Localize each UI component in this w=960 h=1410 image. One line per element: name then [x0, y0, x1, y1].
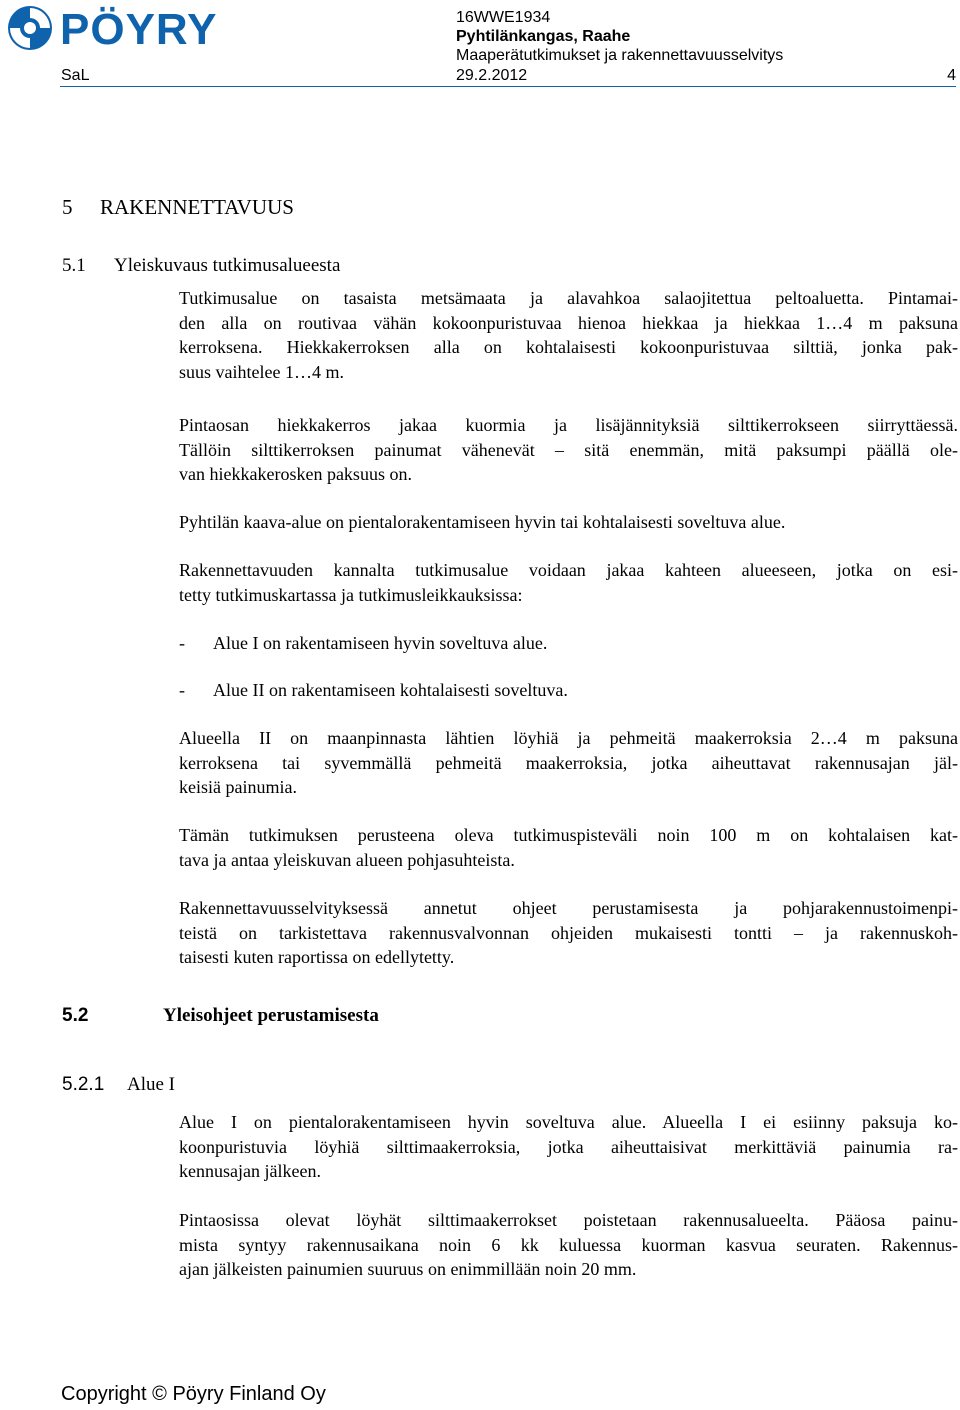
poyry-logo: [4, 2, 244, 54]
report-title: Maaperätutkimukset ja rakennettavuusselvitys: [456, 47, 784, 64]
text-line: teistä on tarkistettava rakennusvalvonnan ohjeiden mukaisesti tontti – ja rakennuskoh-: [179, 922, 958, 943]
section-number: 5: [62, 195, 73, 219]
text-line: Rakennettavuuden kannalta tutkimusalue voidaan jakaa kahteen alueeseen, jotka on esi-: [179, 560, 958, 580]
section-5-2-1-heading: [62, 1074, 175, 1096]
poyry-emblem-icon: [8, 6, 52, 50]
section-5-heading: [62, 195, 294, 220]
text-line: tetty tutkimuskartassa ja tutkimusleikkauksissa:: [179, 584, 523, 605]
text-line: kerroksena. Hiekkakerroksen alla on kohtalaisesti kokoonpuristuvaa silttiä, jonka pak-: [179, 337, 958, 357]
text-line: Alueella II on maanpinnasta lähtien löyhiä ja pehmeitä maakerroksia 2…4 m paksuna: [179, 728, 958, 748]
section-title: Yleiskuvaus tutkimusalueesta: [114, 255, 341, 276]
text-line: den alla on routivaa vähän kokoonpuristuvaa hienoa hiekkaa ja hiekkaa 1…4 m paksuna: [179, 312, 958, 333]
text-line: van hiekkakerosken paksuus on.: [179, 464, 412, 484]
paragraph: [179, 726, 958, 800]
project-code: 16WWE1934: [456, 9, 551, 26]
text-line: Tämän tutkimuksen perusteena oleva tutkimuspisteväli noin 100 m on kohtalaisen kat-: [179, 825, 958, 845]
paragraph: [179, 510, 958, 535]
author-initials: SaL: [61, 67, 90, 84]
header-divider: [60, 86, 956, 87]
section-number: 5.2: [62, 1005, 89, 1026]
text-line: kennusajan jälkeen.: [179, 1161, 321, 1181]
text-line: Pyhtilän kaava-alue on pientalorakentamiseen hyvin tai kohtalaisesti soveltuva alue.: [179, 512, 786, 532]
paragraph: [179, 823, 958, 872]
list-bullet: -: [179, 633, 185, 653]
paragraph: [179, 896, 958, 970]
section-number: 5.2.1: [62, 1074, 105, 1095]
project-name: Pyhtilänkangas, Raahe: [456, 28, 631, 45]
page-number: 4: [947, 67, 956, 84]
text-line: Tutkimusalue on tasaista metsämaata ja alavahkoa salaojitettua peltoaluetta. Pintamai-: [179, 288, 958, 308]
text-line: suus vaihtelee 1…4 m.: [179, 361, 344, 382]
section-number: 5.1: [62, 255, 86, 276]
text-line: mista syntyy rakennusaikana noin 6 kk kuluessa kuorman kasvua seuraten. Rakennus-: [179, 1234, 958, 1255]
list-item-text: Alue II on rakentamiseen kohtalaisesti soveltuva.: [213, 680, 568, 700]
text-line: Alue I on pientalorakentamiseen hyvin soveltuva alue. Alueella I ei esiinny paksuja ko-: [179, 1112, 958, 1132]
paragraph: [179, 1208, 958, 1282]
text-line: Tällöin silttikerroksen painumat vähenevät – sitä enemmän, mitä paksumpi päällä ole-: [179, 439, 958, 460]
section-title: Alue I: [127, 1074, 176, 1095]
text-line: Pintaosan hiekkakerros jakaa kuormia ja lisäjännityksiä silttikerrokseen siirryttäessä.: [179, 415, 958, 435]
list-item: [179, 678, 568, 702]
text-line: Pintaosissa olevat löyhät silttimaakerrokset poistetaan rakennusalueelta. Pääosa painu-: [179, 1210, 958, 1230]
text-line: ajan jälkeisten painumien suuruus on enimmillään noin 20 mm.: [179, 1259, 637, 1279]
section-5-1-heading: [62, 255, 340, 277]
list-item-text: Alue I on rakentamiseen hyvin soveltuva alue.: [213, 633, 548, 653]
report-date: 29.2.2012: [456, 67, 528, 84]
list-item: [179, 631, 547, 655]
text-line: taisesti kuten raportissa on edellytetty.: [179, 947, 455, 967]
copyright-footer: Copyright © Pöyry Finland Oy: [61, 1383, 326, 1405]
list-bullet: -: [179, 680, 185, 700]
text-line: tava ja antaa yleiskuvan alueen pohjasuhteista.: [179, 849, 515, 870]
paragraph: [179, 286, 958, 384]
header-info: [456, 8, 783, 65]
paragraph: [179, 558, 958, 607]
text-line: koonpuristuvia löyhiä silttimaakerroksia, jotka aiheuttaisivat merkittäviä painumia ra-: [179, 1136, 958, 1157]
text-line: Rakennettavuusselvityksessä annetut ohjeet perustamisesta ja pohjarakennustoimenpi-: [179, 898, 958, 918]
section-title: Yleisohjeet perustamisesta: [163, 1005, 379, 1026]
paragraph: [179, 413, 958, 487]
text-line: kerroksena tai syvemmällä pehmeitä maakerroksia, jotka aiheuttavat rakennusajan jäl-: [179, 752, 958, 773]
section-5-2-heading: [62, 1005, 379, 1027]
section-title: RAKENNETTAVUUS: [100, 195, 294, 219]
paragraph: [179, 1110, 958, 1184]
text-line: keisiä painumia.: [179, 777, 297, 797]
logo-wordmark: PÖYRY: [60, 5, 218, 54]
